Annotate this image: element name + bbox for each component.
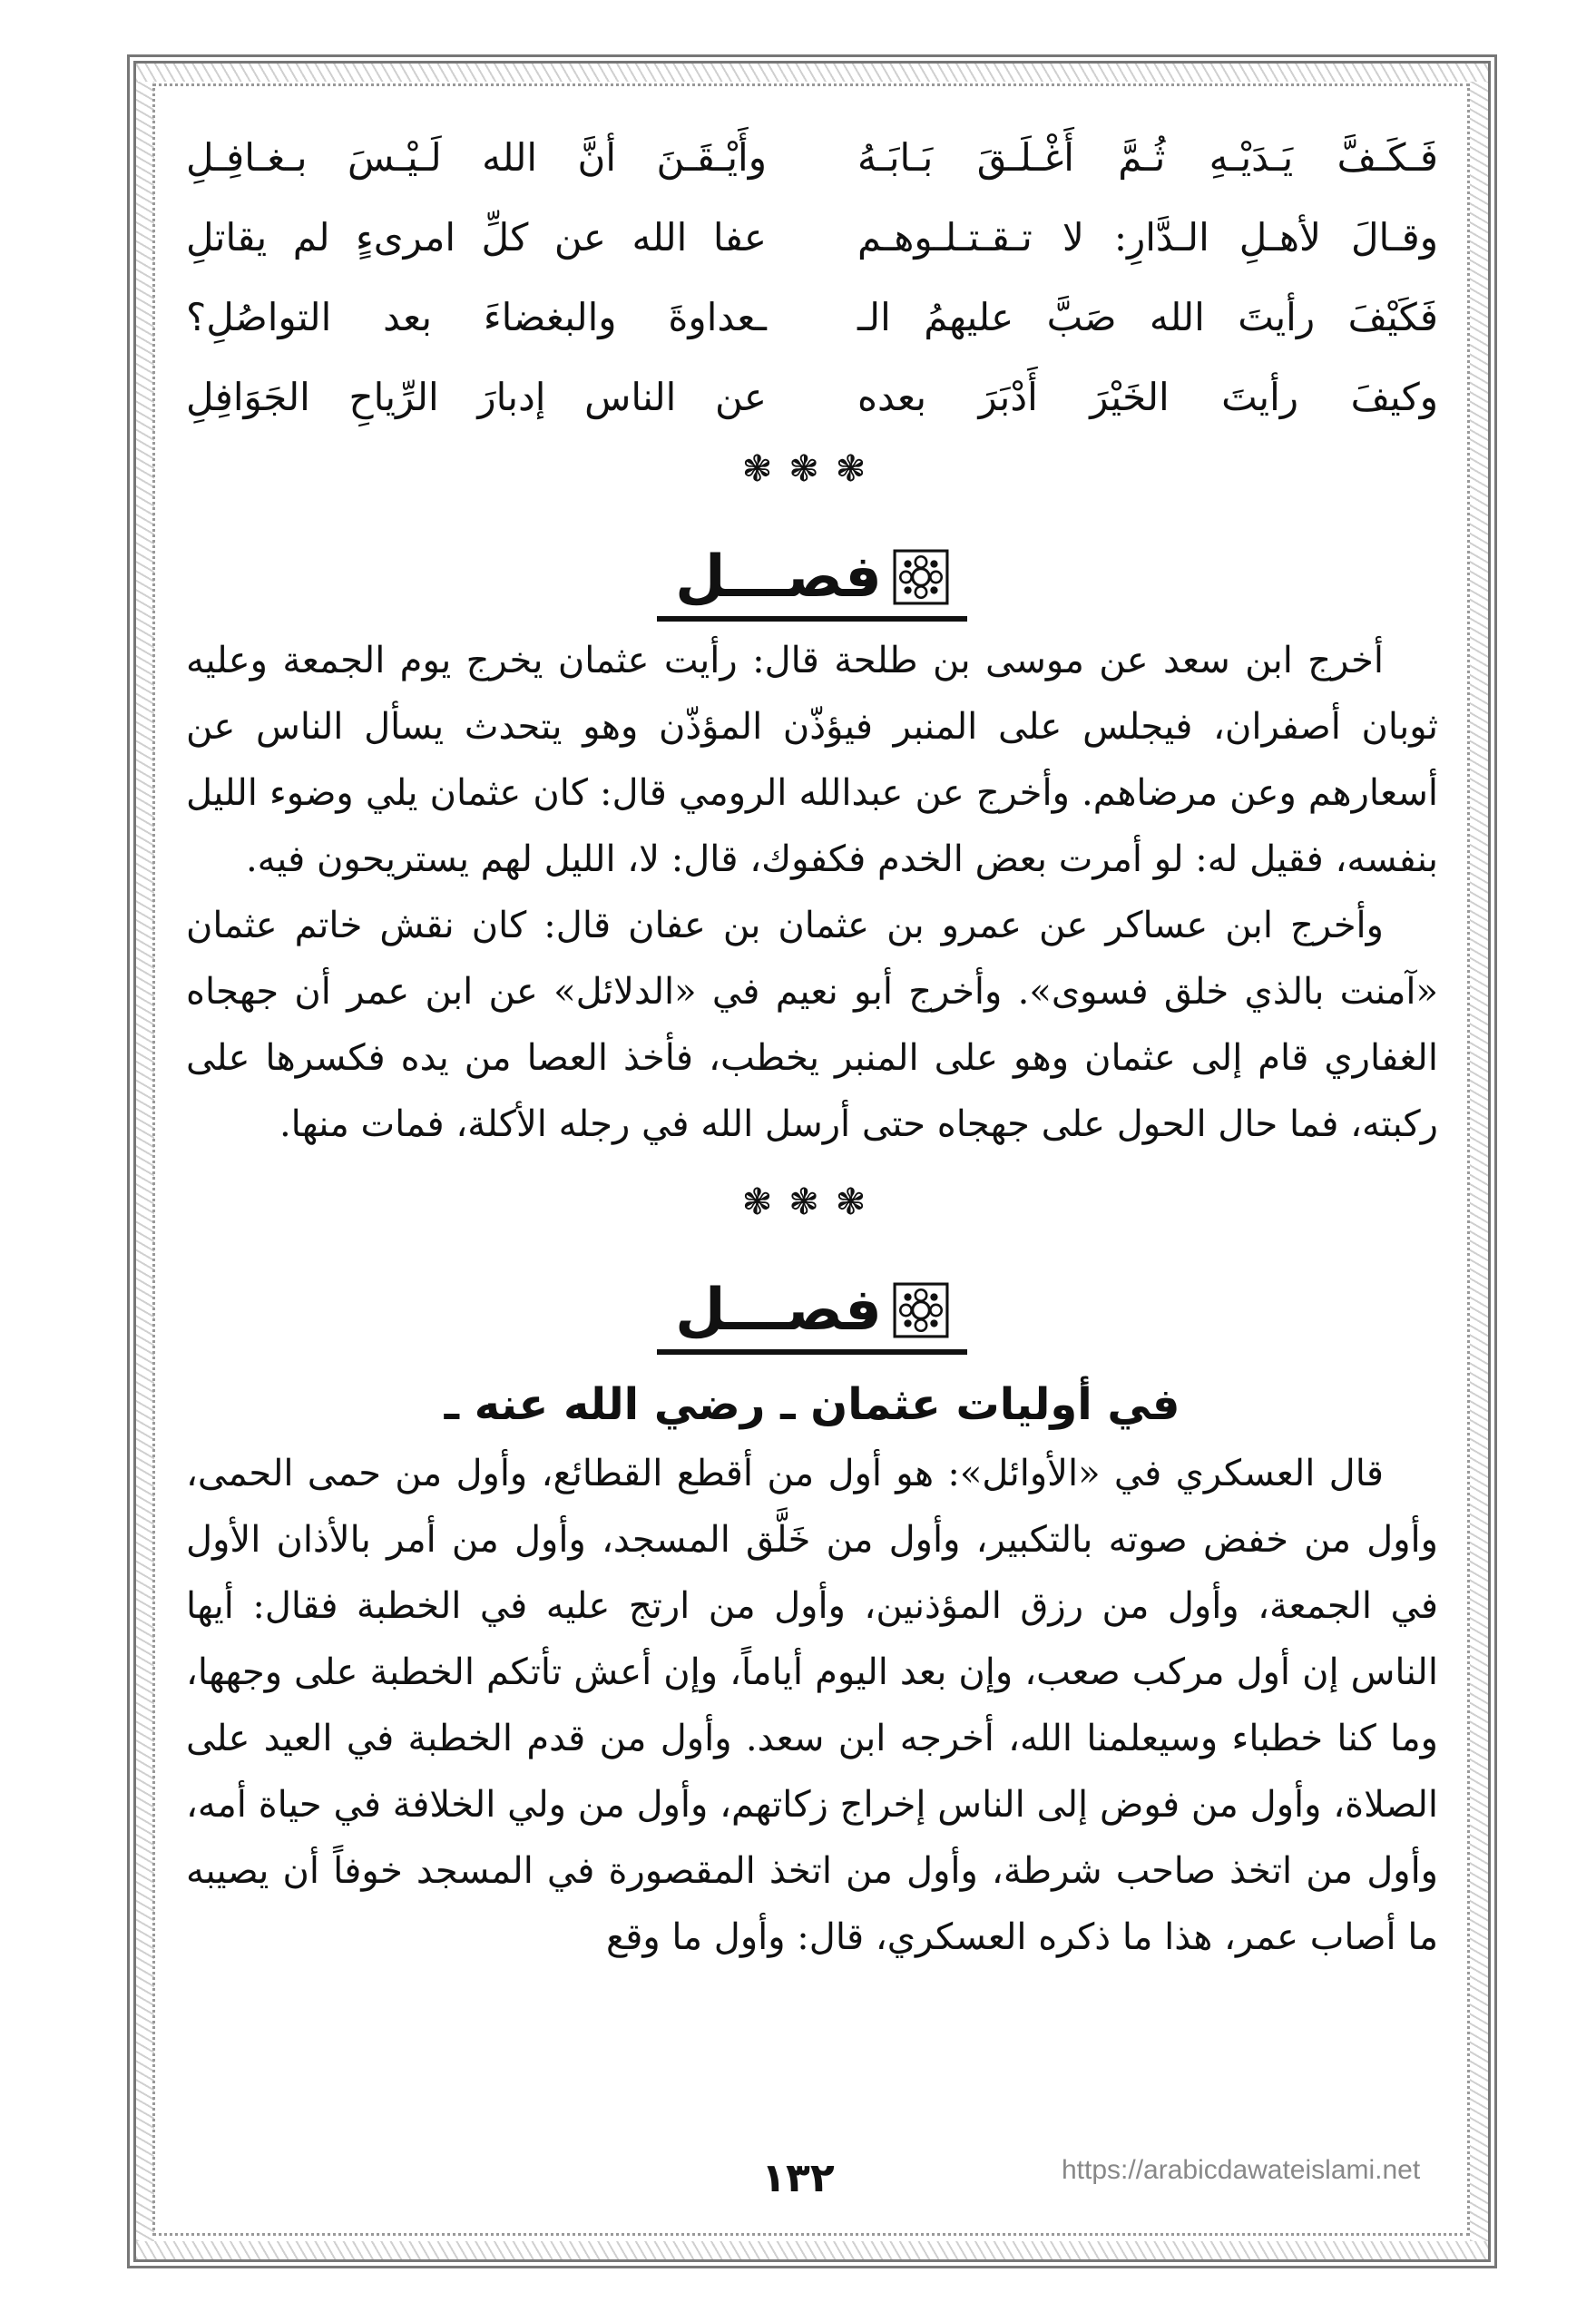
section-heading [186, 537, 1438, 628]
section-title: فصـــل [675, 544, 882, 611]
frame-border-top [136, 64, 1488, 82]
poem-line [186, 358, 1438, 437]
poem-hemistich-right: وكيفَ رأيتَ الخَيْرَ أَدْبَرَ بعده [857, 375, 1438, 419]
frame-border-right [1470, 82, 1488, 2241]
poem-hemistich-right: وقـالَ لأهـلِ الـدَّارِ: لا تـقـتـلـوهـم [857, 215, 1438, 260]
paragraph [186, 893, 1438, 1158]
poem-line [186, 118, 1438, 198]
paragraph-text: وأخرج ابن عساكر عن عمرو بن عثمان بن عفان قال: كان نقش خاتم عثمان «آمنت بالذي خلق فسوى». وأخرج أبو نعيم في «الدلائل» عن ابن عمر أن جهجاه الغفاري قام إلى عثمان وهو على المنبر يخطب، فأخذ العصا من يده فكسرها على ركبته، فما حال الحول على جهجاه حتى أرسل الله في رجله الأكلة، فمات منها. [186, 905, 1439, 1145]
ornament-icon [893, 1282, 949, 1338]
section-separator: ❃❃❃ [741, 448, 883, 490]
section-title: فصـــل [675, 1277, 882, 1344]
section-separator: ❃❃❃ [741, 1181, 883, 1223]
frame-border-left [136, 82, 154, 2241]
section-heading [186, 1270, 1438, 1361]
page-content [186, 118, 1438, 1971]
paragraph-text: قال العسكري في «الأوائل»: هو أول من أقطع القطائع، وأول من حمى الحمى، وأول من خفض صوته بالتكبير، وأول من خَلَّق المسجد، وأول من أمر بالأذان الأول في الجمعة، وأول من رزق المؤذنين، وأول من ارتج عليه في الخطبة فقال: أيها الناس إن أول مركب صعب، وإن بعد اليوم أياماً، وإن أعش تأتكم الخطبة على وجهها، وما كنا خطباء وسيعلمنا الله، أخرجه ابن سعد. وأول من قدم الخطبة في العيد على الصلاة، وأول من فوض إلى الناس إخراج زكاتهم، وأول من ولي الخلافة في حياة أمه، وأول من اتخذ صاحب شرطة، وأول من اتخذ المقصورة في المسجد خوفاً أن يصيبه ما أصاب عمر، هذا ما ذكره العسكري، قال: وأول ما وقع [186, 1453, 1438, 1958]
poem-line [186, 278, 1438, 358]
paragraph-text: أخرج ابن سعد عن موسى بن طلحة قال: رأيت عثمان يخرج يوم الجمعة وعليه ثوبان أصفران، فيجلس على المنبر فيؤذّن المؤذّن وهو يتحدث يسأل الناس عن أسعارهم وعن مرضاهم. وأخرج عن عبدالله الرومي قال: كان عثمان يلي وضوء الليل بنفسه، فقيل له: لو أمرت بعض الخدم فكفوك، قال: لا، الليل لهم يستريحون فيه. [186, 640, 1438, 880]
frame-border-bottom [136, 2241, 1488, 2259]
poem-hemistich-left: وأَيْـقَـنَ أنَّ الله لَـيْـسَ بـغـافِـلِ [186, 135, 767, 180]
section-subtitle: في أوليات عثمان ـ رضي الله عنه ـ [444, 1379, 1180, 1430]
ornament-icon [893, 549, 949, 605]
paragraph [186, 628, 1438, 893]
poem-hemistich-right: فَكَيْفَ رأيتَ الله صَبَّ عليهمُ الـ [857, 295, 1438, 339]
page-number: ١٣٢ [761, 2155, 835, 2201]
poem-line [186, 198, 1438, 278]
paragraph [186, 1441, 1438, 1971]
poem-hemistich-left: ـعداوةَ والبغضاءَ بعد التواصُلِ؟ [186, 295, 767, 339]
watermark-url: https://arabicdawateislami.net [1062, 2155, 1421, 2185]
poem-hemistich-left: عن الناس إدبارَ الرِّياحِ الجَوَافِلِ [186, 375, 767, 419]
poem-hemistich-right: فَـكَـفَّ يَـدَيْـهِ ثُـمَّ أَغْـلَـقَ بَـابَـهُ [857, 135, 1438, 180]
poem [186, 118, 1438, 437]
poem-hemistich-left: عفا الله عن كلِّ امرىءٍ لم يقاتلِ [186, 215, 767, 260]
